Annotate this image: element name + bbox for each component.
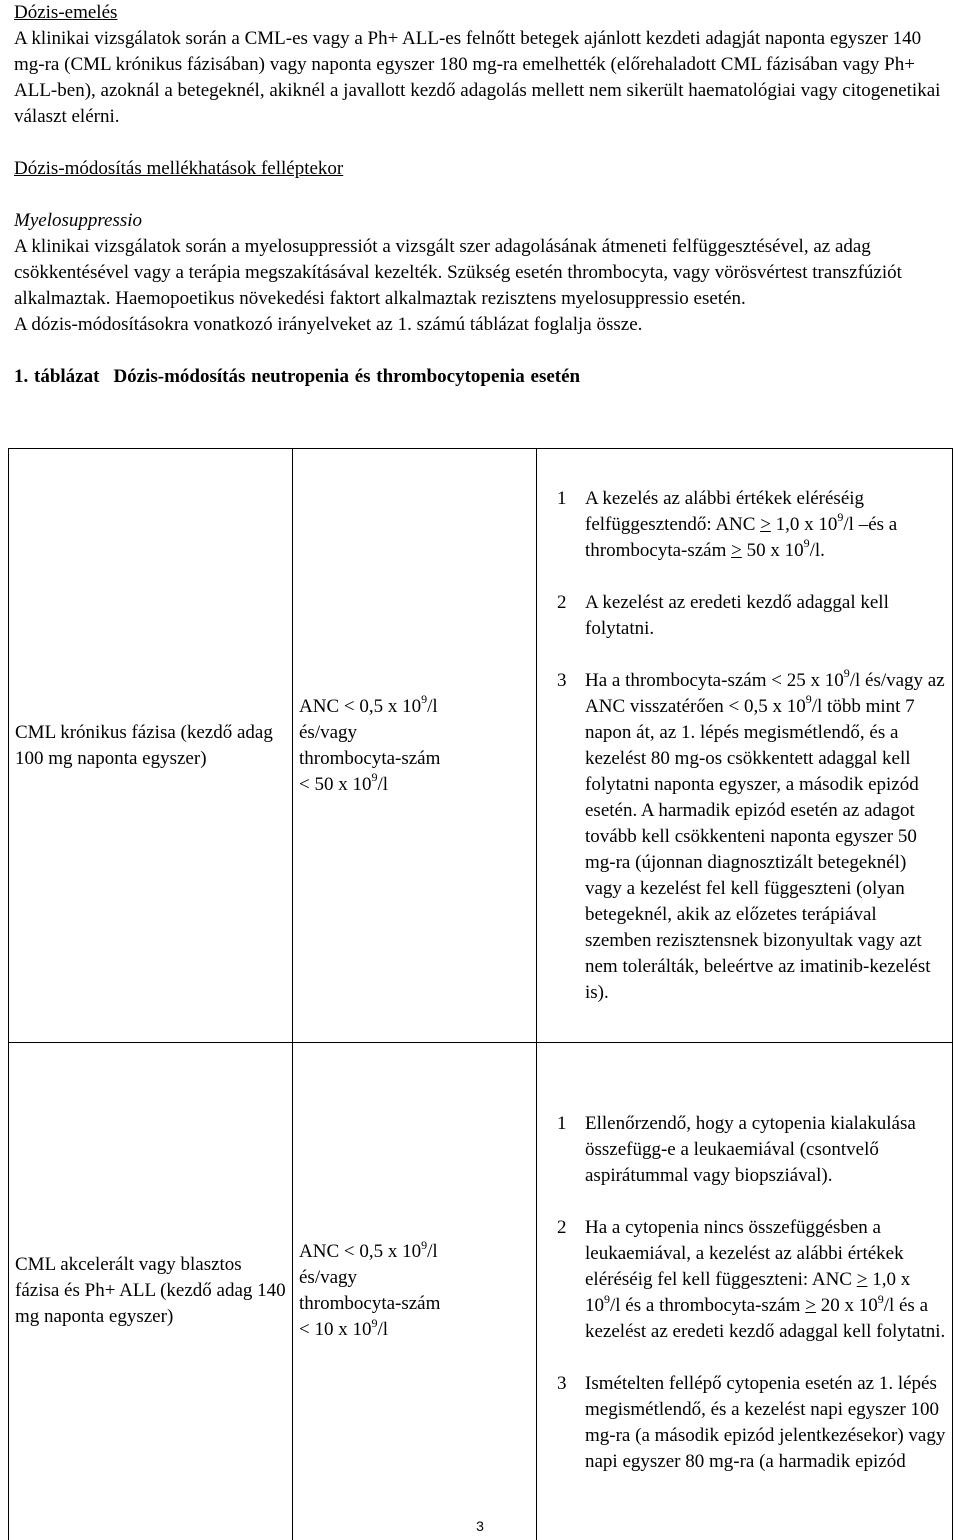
step-text: Ellenőrzendő, hogy a cytopenia kialakulása összefügg-e a leukaemiával (csontvelő aspirátummal vagy biopsziával). [585, 1113, 916, 1187]
step-number: 3 [557, 669, 567, 691]
document-page [14, 0, 944, 390]
condition-unit: /l [377, 773, 389, 795]
step-number: 1 [557, 487, 567, 509]
condition-unit: /l [427, 695, 438, 717]
condition-platelet: < 50 x 10 [299, 773, 372, 795]
condition-platelet-label: thrombocyta-szám [299, 1293, 441, 1315]
intro-paragraph: A klinikai vizsgálatok során a CML-es vagy a Ph+ ALL-es felnőtt betegek ajánlott kezdeti adagját naponta egyszer 140 mg-ra (CML krónikus fázisában) vagy naponta egyszer 180 mg-ra emelhették (előrehaladott CML fázisában vagy Ph+ ALL-ben), azoknál a betegeknél, akiknél a javallott kezdő adagolás mellett nem sikerült haematológiai vagy citogenetikai választ elérni. [14, 28, 941, 127]
step-text: Ismételten fellépő cytopenia esetén az 1. lépés megismétlendő, és a kezelést napi egyszer 100 mg-ra (a második epizód jelentkezésekor) vagy napi egyszer 80 mg-ra (a harmadik epizód [585, 1373, 946, 1473]
phase-text: CML krónikus fázisa (kezdő adag 100 mg naponta egyszer) [15, 721, 273, 769]
table-row [9, 1043, 953, 1540]
steps-cell [537, 449, 953, 1043]
condition-platelet-label: thrombocyta-szám [299, 747, 441, 769]
step-item [557, 1215, 946, 1345]
step-number: 3 [557, 1373, 567, 1395]
condition-unit: /l [377, 1319, 389, 1341]
section-title: Dózis-emelés [14, 2, 118, 23]
step-number: 1 [557, 1113, 567, 1135]
condition-cell [293, 449, 537, 1043]
step-number: 2 [557, 591, 567, 613]
step-text: A kezelést az eredeti kezdő adaggal kell folytatni. [585, 591, 889, 639]
table-row [9, 449, 953, 1043]
condition-conjunction: és/vagy [299, 1267, 358, 1289]
step-item [557, 590, 946, 642]
condition-conjunction: és/vagy [299, 721, 358, 743]
page-number: 3 [476, 1518, 484, 1534]
step-item [557, 486, 946, 564]
step-item [557, 1111, 946, 1189]
myelosuppression-heading: Myelosuppressio [14, 210, 143, 231]
step-number: 2 [557, 1217, 567, 1239]
dose-modification-table [8, 448, 953, 1540]
table-caption-number: 1. táblázat [14, 366, 100, 387]
phase-cell [9, 1043, 293, 1540]
condition-unit: /l [427, 1241, 438, 1263]
condition-anc: ANC < 0,5 x 10 [299, 1241, 422, 1263]
superscript: 9 [421, 692, 428, 707]
myelosuppression-paragraph: A klinikai vizsgálatok során a myelosuppressiót a vizsgált szer adagolásának átmeneti felfüggesztésével, az adag csökkentésével vagy a terápia megszakításával kezelték. Szükség esetén thrombocyta, vagy vörösvértest transzfúziót alkalmaztak. Haemopoetikus növekedési faktort alkalmaztak rezisztens myelosuppressio esetén. [14, 236, 902, 309]
superscript: 9 [371, 770, 378, 785]
step-text: Ha a cytopenia nincs összefüggésben a leukaemiával, a kezelést az alábbi értékek eléréséig fel kell függeszteni: ANC > 1,0 x $10^9/l$ és a thrombocyta-szám > 20 x $10^9/l$ és a kezelést az eredeti kezdő adaggal kell folytatni. [585, 1217, 946, 1343]
phase-text: CML akcelerált vagy blasztos fázisa és Ph+ ALL (kezdő adag 140 mg naponta egyszer) [15, 1254, 286, 1328]
guidance-line: A dózis-módosításokra vonatkozó irányelveket az 1. számú táblázat foglalja össze. [14, 314, 643, 335]
condition-anc: ANC < 0,5 x 10 [299, 695, 422, 717]
phase-cell [9, 449, 293, 1043]
condition-platelet: < 10 x 10 [299, 1319, 372, 1341]
table-caption [14, 364, 944, 390]
adverse-reaction-heading: Dózis-módosítás mellékhatások felléptekor [14, 158, 344, 179]
step-text: Ha a thrombocyta-szám < 25 x $10^9/l$ és/vagy az ANC visszatérően < 0,5 x $10^9/l$ több mint 7 napon át, az 1. lépés megismétlendő, és a kezelést 80 mg-os csökkentett adaggal kell folytatni naponta egyszer, a második epizód esetén. A harmadik epizód esetén az adagot tovább kell csökkenteni naponta egyszer 50 mg-ra (újonnan diagnosztizált betegeknél) vagy a kezelést fel kell függeszteni (olyan betegeknél, akik az előzetes terápiával szemben rezisztensnek bizonyultak vagy azt nem tolerálták, beleértve az imatinib-kezelést is). [585, 666, 945, 1003]
condition-cell [293, 1043, 537, 1540]
step-item [557, 668, 946, 1006]
steps-cell [537, 1043, 953, 1540]
step-item [557, 1371, 946, 1475]
superscript: 9 [371, 1315, 378, 1330]
superscript: 9 [421, 1237, 428, 1252]
table-caption-title: Dózis-módosítás neutropenia és thrombocytopenia esetén [113, 366, 581, 387]
step-text: A kezelés az alábbi értékek eléréséig felfüggesztendő: ANC > 1,0 x $10^9/l$ –és a thrombocyta-szám > 50 x $10^9/l$. [585, 487, 898, 561]
